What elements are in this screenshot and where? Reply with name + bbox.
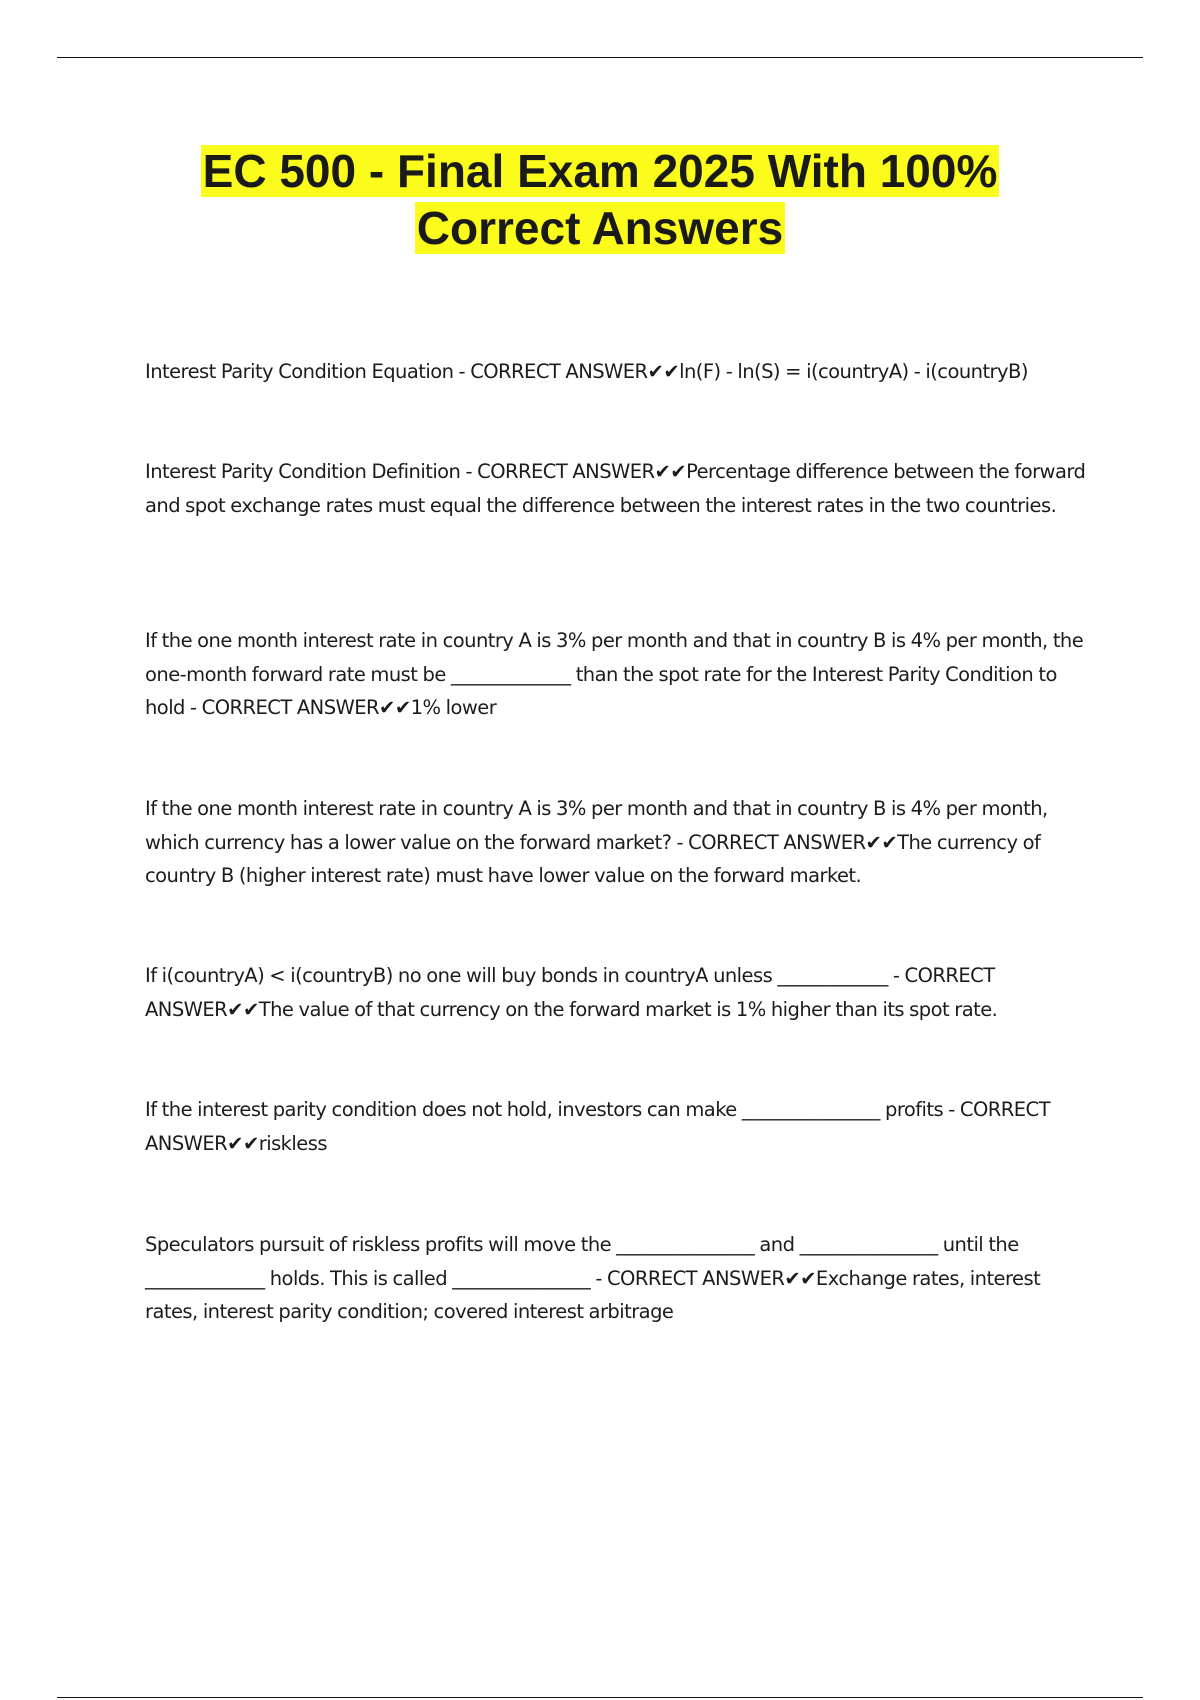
qa-item-2: Interest Parity Condition Definition - CORRECT ANSWER✔✔Percentage difference between the forward and spot exchange rates must equal the difference between the interest rates in the two countries.	[145, 460, 1086, 517]
title-line-1: EC 500 - Final Exam 2025 With 100%	[202, 145, 998, 197]
qa-item-6: If the interest parity condition does not hold, investors can make _______________ profits - CORRECT ANSWER✔✔riskless	[145, 1098, 1050, 1155]
title-line-2: Correct Answers	[416, 202, 784, 254]
qa-item-5: If i(countryA) < i(countryB) no one will buy bonds in countryA unless ____________ - CORRECT ANSWER✔✔The value of that currency on the forward market is 1% higher than its spot rate.	[145, 964, 998, 1021]
document-title	[100, 143, 1100, 257]
header-rule	[57, 57, 1143, 58]
qa-item-4: If the one month interest rate in country A is 3% per month and that in country B is 4% per month, which currency has a lower value on the forward market? - CORRECT ANSWER✔✔The currency of country B (higher interest rate) must have lower value on the forward market.	[145, 797, 1048, 887]
qa-item-7: Speculators pursuit of riskless profits will move the _______________ and _______________ until the _____________ holds. This is called _______________ - CORRECT ANSWER✔✔Exchange rates, interest rates, interest parity condition; covered interest arbitrage	[145, 1233, 1041, 1323]
qa-item-1: Interest Parity Condition Equation - CORRECT ANSWER✔✔ln(F) - ln(S) = i(countryA) - i(countryB)	[145, 360, 1028, 383]
qa-item-3: If the one month interest rate in country A is 3% per month and that in country B is 4% per month, the one-month forward rate must be _____________ than the spot rate for the Interest Parity Condition to hold - CORRECT ANSWER✔✔1% lower	[145, 629, 1084, 719]
footer-rule	[57, 1697, 1143, 1698]
